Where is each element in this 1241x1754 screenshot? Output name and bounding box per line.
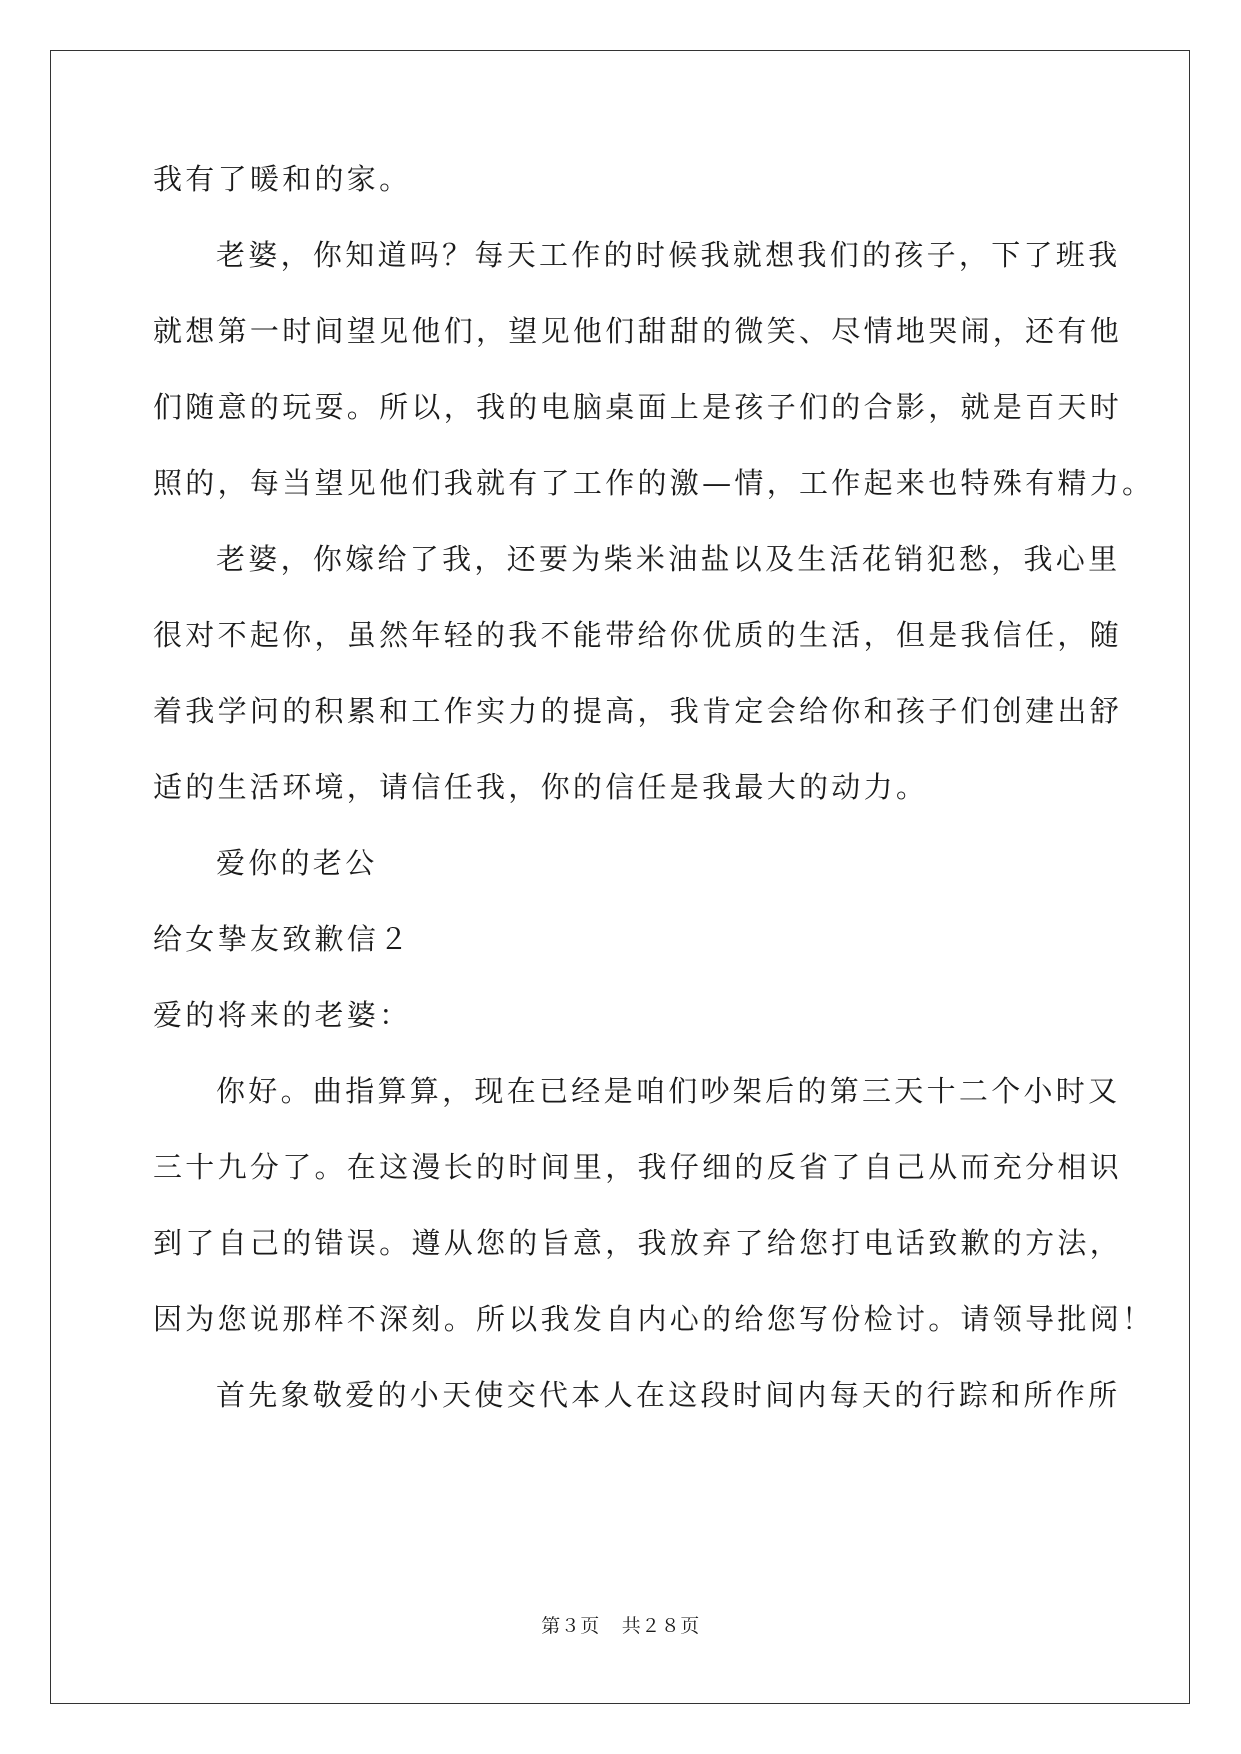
body-line: 老婆，你知道吗？每天工作的时候我就想我们的孩子，下了班我 (216, 238, 1121, 272)
body-line: 到了自己的错误。遵从您的旨意，我放弃了给您打电话致歉的方法， (153, 1226, 1123, 1260)
body-line: 老婆，你嫁给了我，还要为柴米油盐以及生活花销犯愁，我心里 (216, 542, 1121, 576)
salutation: 爱的将来的老婆： (153, 998, 412, 1032)
section-title: 给女挚友致歉信２ (153, 922, 412, 956)
body-line: 我有了暖和的家。 (153, 162, 412, 196)
body-line: 就想第一时间望见他们，望见他们甜甜的微笑、尽情地哭闹，还有他 (153, 314, 1123, 348)
body-line: 们随意的玩耍。所以，我的电脑桌面上是孩子们的合影，就是百天时 (153, 390, 1123, 424)
body-line: 很对不起你，虽然年轻的我不能带给你优质的生活，但是我信任，随 (153, 618, 1123, 652)
body-line: 照的，每当望见他们我就有了工作的激—情，工作起来也特殊有精力。 (153, 466, 1155, 500)
page-total: 共２８页 (621, 1615, 700, 1637)
body-line: 因为您说那样不深刻。所以我发自内心的给您写份检讨。请领导批阅！ (153, 1302, 1155, 1336)
signature-line: 爱你的老公 (216, 846, 378, 880)
body-line: 适的生活环境，请信任我，你的信任是我最大的动力。 (153, 770, 929, 804)
page-number: 第３页 (541, 1615, 600, 1637)
body-line: 三十九分了。在这漫长的时间里，我仔细的反省了自己从而充分相识 (153, 1150, 1123, 1184)
body-line: 着我学问的积累和工作实力的提高，我肯定会给你和孩子们创建出舒 (153, 694, 1123, 728)
body-line: 你好。曲指算算，现在已经是咱们吵架后的第三天十二个小时又 (216, 1074, 1121, 1108)
body-line: 首先象敬爱的小天使交代本人在这段时间内每天的行踪和所作所 (216, 1378, 1121, 1412)
page-footer (0, 1614, 1241, 1638)
